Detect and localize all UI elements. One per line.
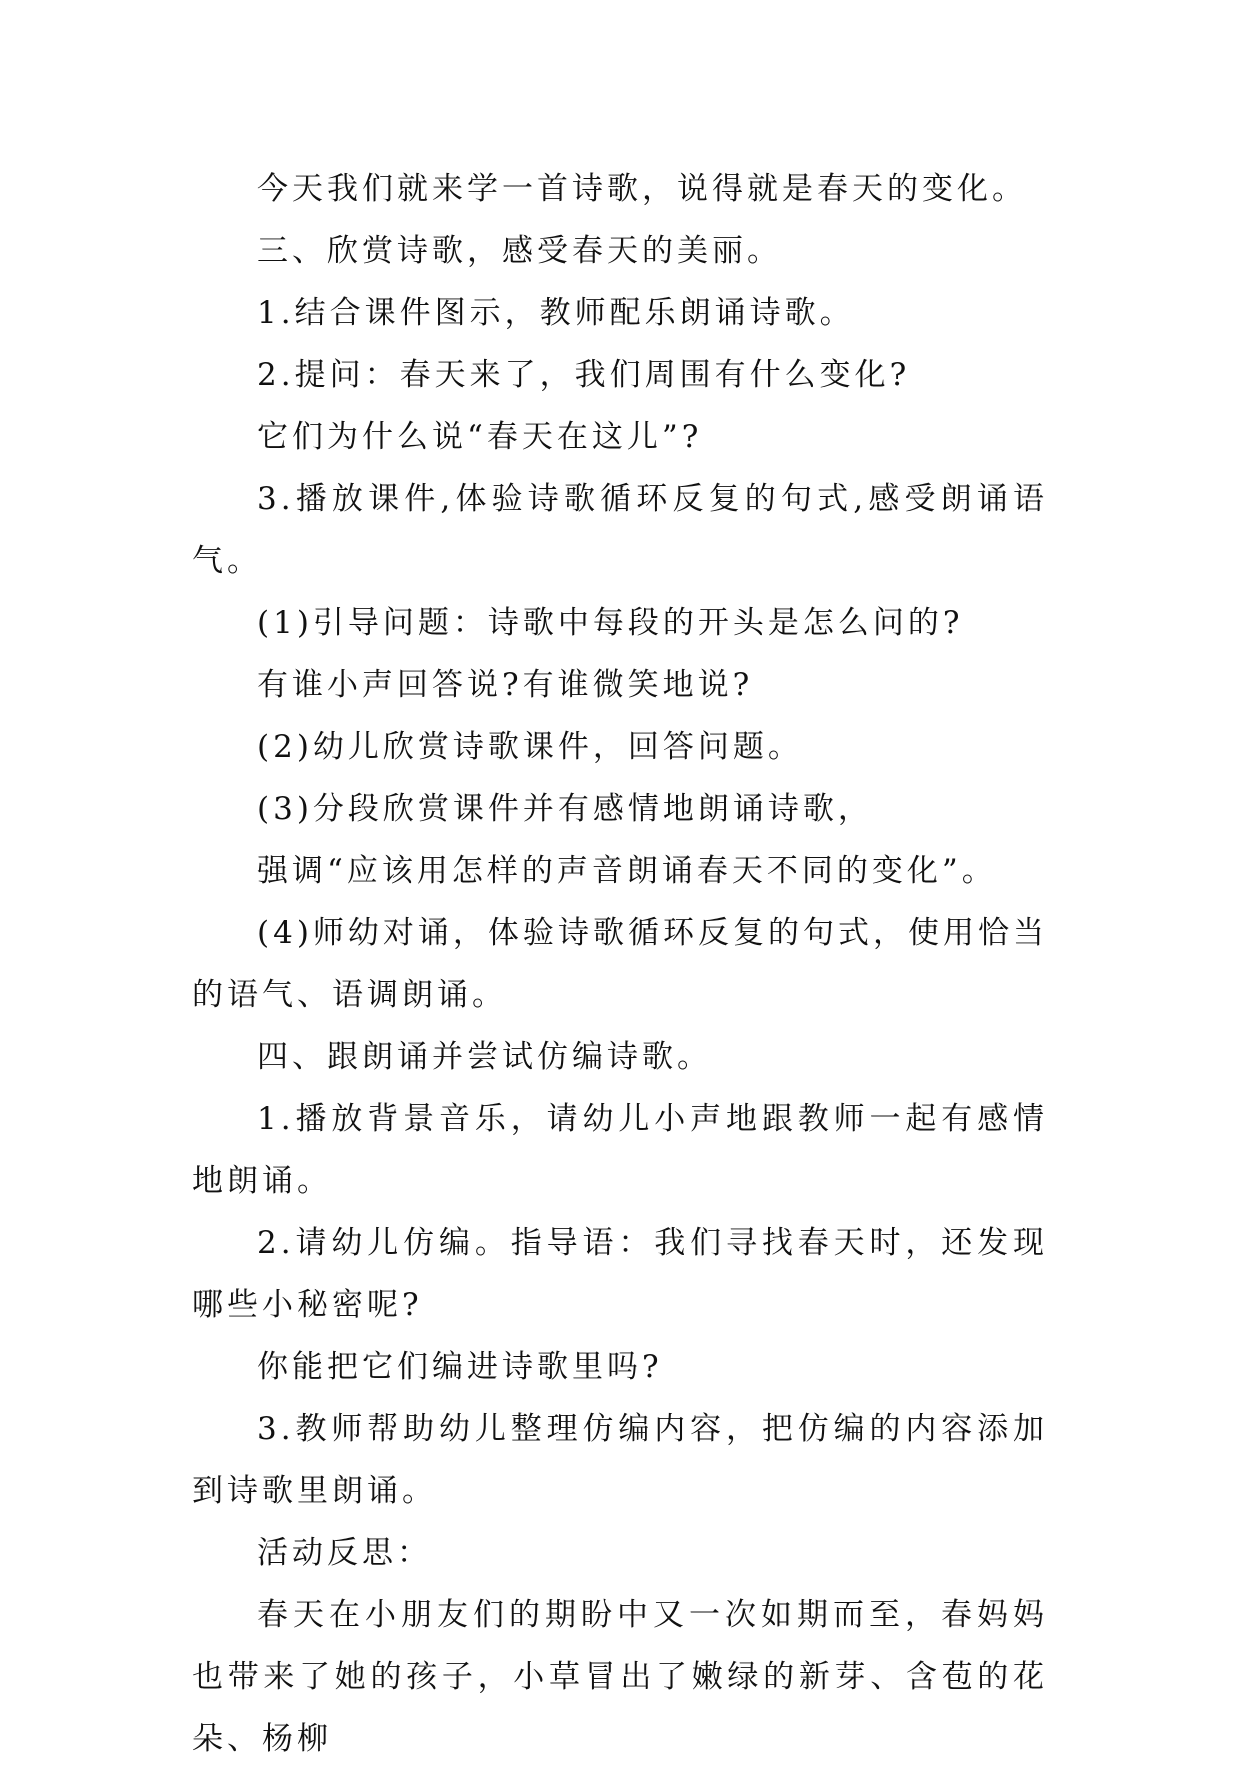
paragraph: 今天我们就来学一首诗歌，说得就是春天的变化。: [257, 171, 1027, 207]
paragraph: 2.提问：春天来了，我们周围有什么变化?: [257, 357, 911, 393]
document-body: [192, 158, 1048, 1770]
paragraph: 2.请幼儿仿编。指导语：我们寻找春天时，还发现哪些小秘密呢?: [192, 1225, 1048, 1323]
paragraph: 1.播放背景音乐，请幼儿小声地跟教师一起有感情地朗诵。: [192, 1101, 1048, 1199]
paragraph: 1.结合课件图示，教师配乐朗诵诗歌。: [257, 295, 855, 331]
paragraph: (3)分段欣赏课件并有感情地朗诵诗歌，: [257, 791, 873, 827]
paragraph: 3.教师帮助幼儿整理仿编内容，把仿编的内容添加到诗歌里朗诵。: [192, 1411, 1048, 1509]
paragraph: 春天在小朋友们的期盼中又一次如期而至，春妈妈也带来了她的孩子，小草冒出了嫩绿的新芽、含苞的花朵、杨柳: [192, 1597, 1048, 1757]
paragraph: (4)师幼对诵，体验诗歌循环反复的句式，使用恰当的语气、语调朗诵。: [192, 915, 1048, 1013]
reflection-heading: 活动反思：: [257, 1535, 432, 1571]
paragraph: 你能把它们编进诗歌里吗?: [257, 1349, 663, 1385]
paragraph: 3.播放课件,体验诗歌循环反复的句式,感受朗诵语气。: [192, 481, 1048, 579]
paragraph: 强调“应该用怎样的声音朗诵春天不同的变化”。: [257, 853, 997, 889]
paragraph: 有谁小声回答说?有谁微笑地说?: [257, 667, 754, 703]
paragraph: (2)幼儿欣赏诗歌课件，回答问题。: [257, 729, 803, 765]
paragraph: 它们为什么说“春天在这儿”?: [257, 419, 703, 455]
section-heading-3: 三、欣赏诗歌，感受春天的美丽。: [257, 233, 782, 269]
section-heading-4: 四、跟朗诵并尝试仿编诗歌。: [257, 1039, 712, 1075]
paragraph: (1)引导问题：诗歌中每段的开头是怎么问的?: [257, 605, 964, 641]
